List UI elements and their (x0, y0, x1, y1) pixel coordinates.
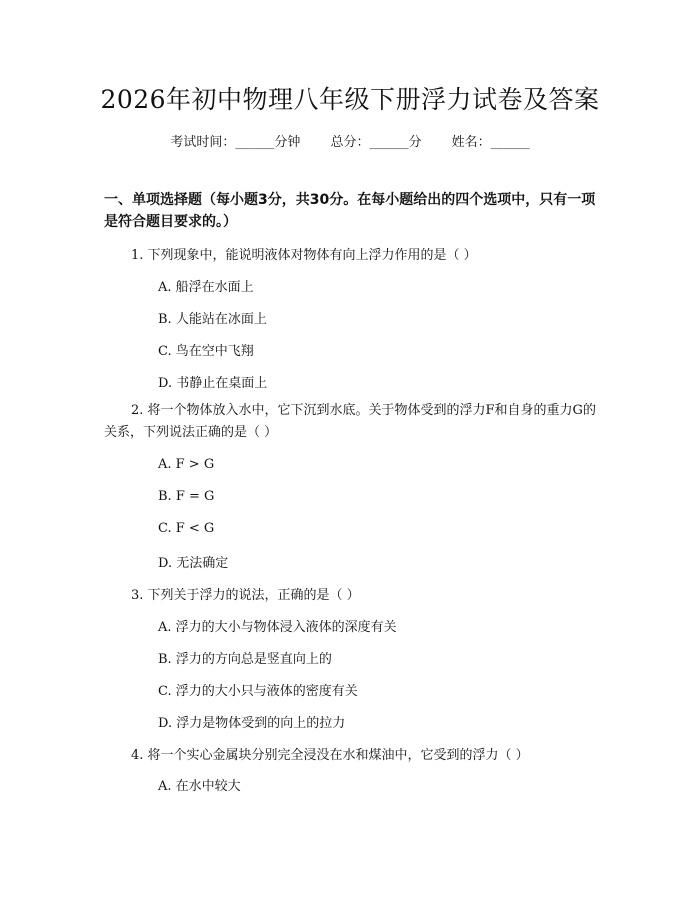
section-heading: 一、单项选择题（每小题3分，共30分。在每小题给出的四个选项中，只有一项是符合题目要求的。） (104, 192, 596, 230)
question-1-text: 1. 下列现象中，能说明液体对物体有向上浮力作用的是（ ） (131, 248, 477, 263)
exam-time-field: 考试时间：______分钟 (170, 135, 301, 150)
question-2-option-d: D. 无法确定 (158, 556, 229, 571)
question-3-option-c: C. 浮力的大小只与液体的密度有关 (158, 684, 358, 699)
student-name-field: 姓名：______ (451, 135, 530, 150)
total-score-field: 总分：______分 (330, 135, 422, 150)
page-title: 2026年初中物理八年级下册浮力试卷及答案 (100, 85, 600, 114)
question-3-option-a: A. 浮力的大小与物体浸入液体的深度有关 (158, 620, 397, 635)
question-2-text: 2. 将一个物体放入水中，它下沉到水底。关于物体受到的浮力F和自身的重力G的关系，下列说法正确的是（ ） (104, 403, 596, 440)
question-2-option-b: B. F = G (158, 489, 215, 504)
question-1-option-a: A. 船浮在水面上 (158, 280, 254, 295)
question-2-option-a: A. F > G (158, 457, 215, 472)
question-3-option-b: B. 浮力的方向总是竖直向上的 (158, 652, 332, 667)
question-1-option-c: C. 鸟在空中飞翔 (158, 344, 254, 359)
question-4-text: 4. 将一个实心金属块分别完全浸没在水和煤油中，它受到的浮力（ ） (131, 748, 529, 763)
question-1-option-d: D. 书静止在桌面上 (158, 376, 268, 391)
question-1-option-b: B. 人能站在冰面上 (158, 312, 267, 327)
question-2-option-c: C. F < G (158, 521, 215, 536)
exam-meta (0, 131, 700, 150)
question-3-option-d: D. 浮力是物体受到的向上的拉力 (158, 716, 346, 731)
question-4-option-a: A. 在水中较大 (158, 779, 241, 794)
question-3-text: 3. 下列关于浮力的说法，正确的是（ ） (131, 588, 360, 603)
